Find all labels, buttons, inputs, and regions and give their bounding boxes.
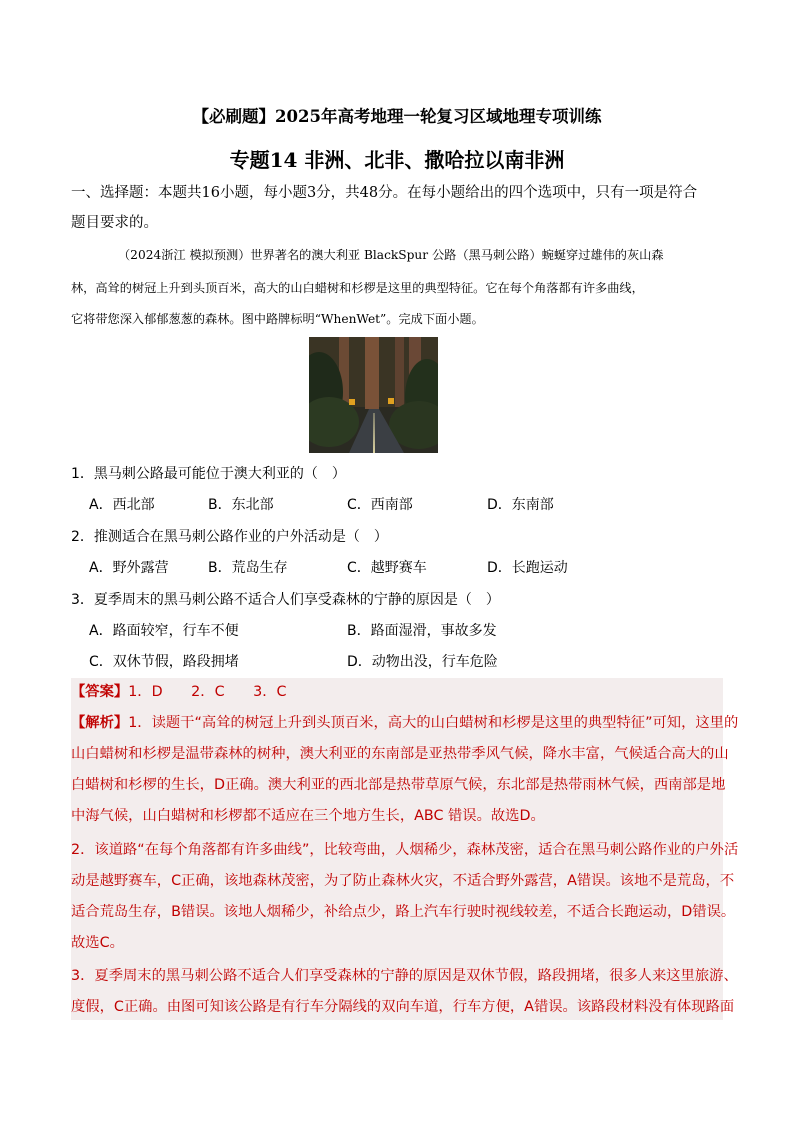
question-3-stem: 3．夏季周末的黑马刺公路不适合人们享受森林的宁静的原因是（ ） <box>71 592 500 608</box>
question-2-stem: 2．推测适合在黑马刺公路作业的户外活动是（ ） <box>71 529 388 545</box>
q1-option-c: C．西南部 <box>347 497 413 513</box>
analysis-line-5: 2．该道路“在每个角落都有许多曲线”，比较弯曲，人烟稀少，森林茂密，适合在黑马刺公路作业的户外活 <box>71 842 739 858</box>
q1-option-d: D．东南部 <box>487 497 554 513</box>
answer-text: 1．D 2．C 3．C <box>128 684 287 700</box>
q3-option-a: A．路面较窄，行车不便 <box>89 623 239 639</box>
analysis-line-8: 故选C。 <box>71 935 124 951</box>
doc-title: 专题14 非洲、北非、撒哈拉以南非洲 <box>229 148 565 172</box>
section-instructions-line1: 一、选择题：本题共16小题，每小题3分，共48分。在每小题给出的四个选项中，只有一项是符合 <box>71 185 698 201</box>
answer-label: 【答案】 <box>71 684 129 700</box>
analysis-line-4: 中海气候，山白蜡树和杉椤都不适应在三个地方生长，ABC 错误。故选D。 <box>71 808 545 824</box>
q1-option-a: A．西北部 <box>89 497 155 513</box>
q2-option-d: D．长跑运动 <box>487 560 568 576</box>
q2-option-b: B．荒岛生存 <box>208 560 288 576</box>
q2-option-c: C．越野赛车 <box>347 560 427 576</box>
analysis-line-6: 动是越野赛车，C正确，该地森林茂密，为了防止森林火灾，不适合野外露营，A错误。该地不是荒岛，不 <box>71 873 735 889</box>
forest-road-image <box>309 337 438 453</box>
analysis-line-10: 度假，C正确。由图可知该公路是有行车分隔线的双向车道，行车方便，A错误。该路段材料没有体现路面 <box>71 999 735 1015</box>
q1-option-b: B．东北部 <box>208 497 274 513</box>
q3-option-b: B．路面湿滑，事故多发 <box>347 623 497 639</box>
analysis-line-7: 适合荒岛生存，B错误。该地人烟稀少，补给点少，路上汽车行驶时视线较差，不适合长跑运动，D错误。 <box>71 904 736 920</box>
q2-option-a: A．野外露营 <box>89 560 169 576</box>
analysis-line-9: 3．夏季周末的黑马刺公路不适合人们享受森林的宁静的原因是双休节假，路段拥堵，很多人来这里旅游、 <box>71 968 738 984</box>
answer-line <box>71 685 287 699</box>
material-line1: （2024浙江 模拟预测）世界著名的澳大利亚 BlackSpur 公路（黑马刺公路）蜿蜒穿过雄伟的灰山森 <box>118 248 664 262</box>
q3-option-c: C．双休节假，路段拥堵 <box>89 654 239 670</box>
section-instructions-line2: 题目要求的。 <box>71 215 158 231</box>
material-line3: 它将带您深入郁郁葱葱的森林。图中路牌标明“WhenWet”。完成下面小题。 <box>71 312 484 326</box>
analysis-line-1 <box>71 716 738 730</box>
doc-subtitle: 【必刷题】2025年高考地理一轮复习区域地理专项训练 <box>192 107 602 126</box>
question-1-stem: 1．黑马刺公路最可能位于澳大利亚的（ ） <box>71 466 346 482</box>
analysis-line-2: 山白蜡树和杉椤是温带森林的树种，澳大利亚的东南部是亚热带季风气候，降水丰富，气候适合高大的山 <box>71 746 729 762</box>
analysis-label: 【解析】 <box>71 715 129 731</box>
analysis-line-3: 白蜡树和杉椤的生长，D正确。澳大利亚的西北部是热带草原气候，东北部是热带雨林气候，西南部是地 <box>71 777 726 793</box>
analysis-text: 1．读题干“高耸的树冠上升到头顶百米，高大的山白蜡树和杉椤是这里的典型特征”可知，这里的 <box>128 715 739 731</box>
q3-option-d: D．动物出没，行车危险 <box>347 654 498 670</box>
material-line2: 林，高耸的树冠上升到头顶百米，高大的山白蜡树和杉椤是这里的典型特征。它在每个角落都有许多曲线， <box>71 281 644 295</box>
forest-road-photo <box>309 337 438 453</box>
